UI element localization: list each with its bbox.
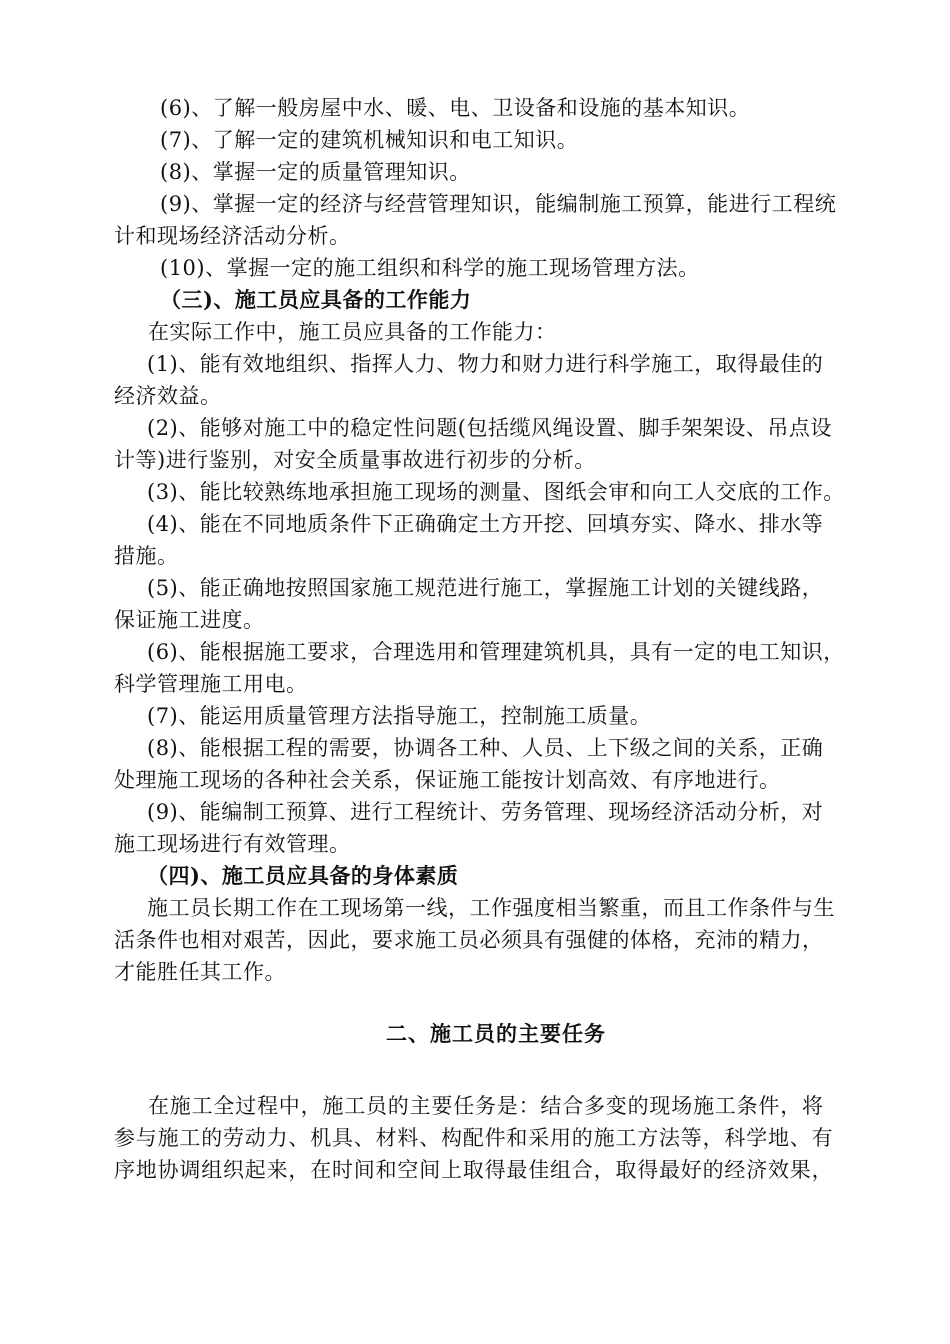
paragraph-ability-8: (8)、能根据工程的需要，协调各工种、人员、上下级之间的关系，正确 xyxy=(147,736,824,760)
paragraph-main-tasks-2: 参与施工的劳动力、机具、材料、构配件和采用的施工方法等，科学地、有 xyxy=(114,1126,834,1150)
paragraph-ability-5-continuation: 保证施工进度。 xyxy=(114,608,265,632)
section-title-main-tasks: 二、施工员的主要任务 xyxy=(386,1021,606,1046)
paragraph-ability-9-continuation: 施工现场进行有效管理。 xyxy=(114,832,351,856)
document-body xyxy=(114,92,856,1186)
paragraph-work-ability-intro: 在实际工作中，施工员应具备的工作能力： xyxy=(148,320,557,344)
paragraph-main-tasks-3: 序地协调组织起来，在时间和空间上取得最佳组合，取得最好的经济效果， xyxy=(114,1158,834,1182)
heading-physical-quality: （四)、施工员应具备的身体素质 xyxy=(147,863,459,888)
paragraph-ability-2: (2)、能够对施工中的稳定性问题(包括缆风绳设置、脚手架架设、吊点设 xyxy=(147,416,832,440)
paragraph-physical-quality-3: 才能胜任其工作。 xyxy=(114,960,286,984)
paragraph-ability-4: (4)、能在不同地质条件下正确确定土方开挖、回填夯实、降水、排水等 xyxy=(147,512,824,536)
paragraph-ability-5: (5)、能正确地按照国家施工规范进行施工，掌握施工计划的关键线路， xyxy=(147,576,824,600)
paragraph-ability-1-continuation: 经济效益。 xyxy=(114,384,222,408)
paragraph-ability-1: (1)、能有效地组织、指挥人力、物力和财力进行科学施工，取得最佳的 xyxy=(147,352,824,376)
paragraph-item-9-knowledge: (9)、掌握一定的经济与经营管理知识，能编制施工预算，能进行工程统 xyxy=(160,192,837,216)
paragraph-ability-2-continuation: 计等)进行鉴别，对安全质量事故进行初步的分析。 xyxy=(114,448,596,472)
paragraph-ability-6-continuation: 科学管理施工用电。 xyxy=(114,672,308,696)
paragraph-ability-8-continuation: 处理施工现场的各种社会关系，保证施工能按计划高效、有序地进行。 xyxy=(114,768,781,792)
paragraph-ability-6: (6)、能根据施工要求，合理选用和管理建筑机具，具有一定的电工知识， xyxy=(147,640,845,664)
paragraph-item-10-knowledge: (10)、掌握一定的施工组织和科学的施工现场管理方法。 xyxy=(160,256,700,280)
paragraph-item-9-continuation: 计和现场经济活动分析。 xyxy=(114,224,351,248)
paragraph-ability-4-continuation: 措施。 xyxy=(114,544,179,568)
paragraph-ability-7: (7)、能运用质量管理方法指导施工，控制施工质量。 xyxy=(147,704,652,728)
paragraph-item-7-knowledge: (7)、了解一定的建筑机械知识和电工知识。 xyxy=(160,128,579,152)
paragraph-ability-9: (9)、能编制工预算、进行工程统计、劳务管理、现场经济活动分析，对 xyxy=(147,800,824,824)
paragraph-physical-quality-2: 活条件也相对艰苦，因此，要求施工员必须具有强健的体格，充沛的精力， xyxy=(114,928,824,952)
paragraph-item-8-knowledge: (8)、掌握一定的质量管理知识。 xyxy=(160,160,471,184)
paragraph-main-tasks-1: 在施工全过程中，施工员的主要任务是：结合多变的现场施工条件，将 xyxy=(148,1094,824,1118)
heading-work-ability: （三)、施工员应具备的工作能力 xyxy=(160,287,472,312)
paragraph-ability-3: (3)、能比较熟练地承担施工现场的测量、图纸会审和向工人交底的工作。 xyxy=(147,480,845,504)
paragraph-item-6-knowledge: (6)、了解一般房屋中水、暖、电、卫设备和设施的基本知识。 xyxy=(160,96,751,120)
paragraph-physical-quality-1: 施工员长期工作在工现场第一线，工作强度相当繁重，而且工作条件与生 xyxy=(147,896,835,920)
